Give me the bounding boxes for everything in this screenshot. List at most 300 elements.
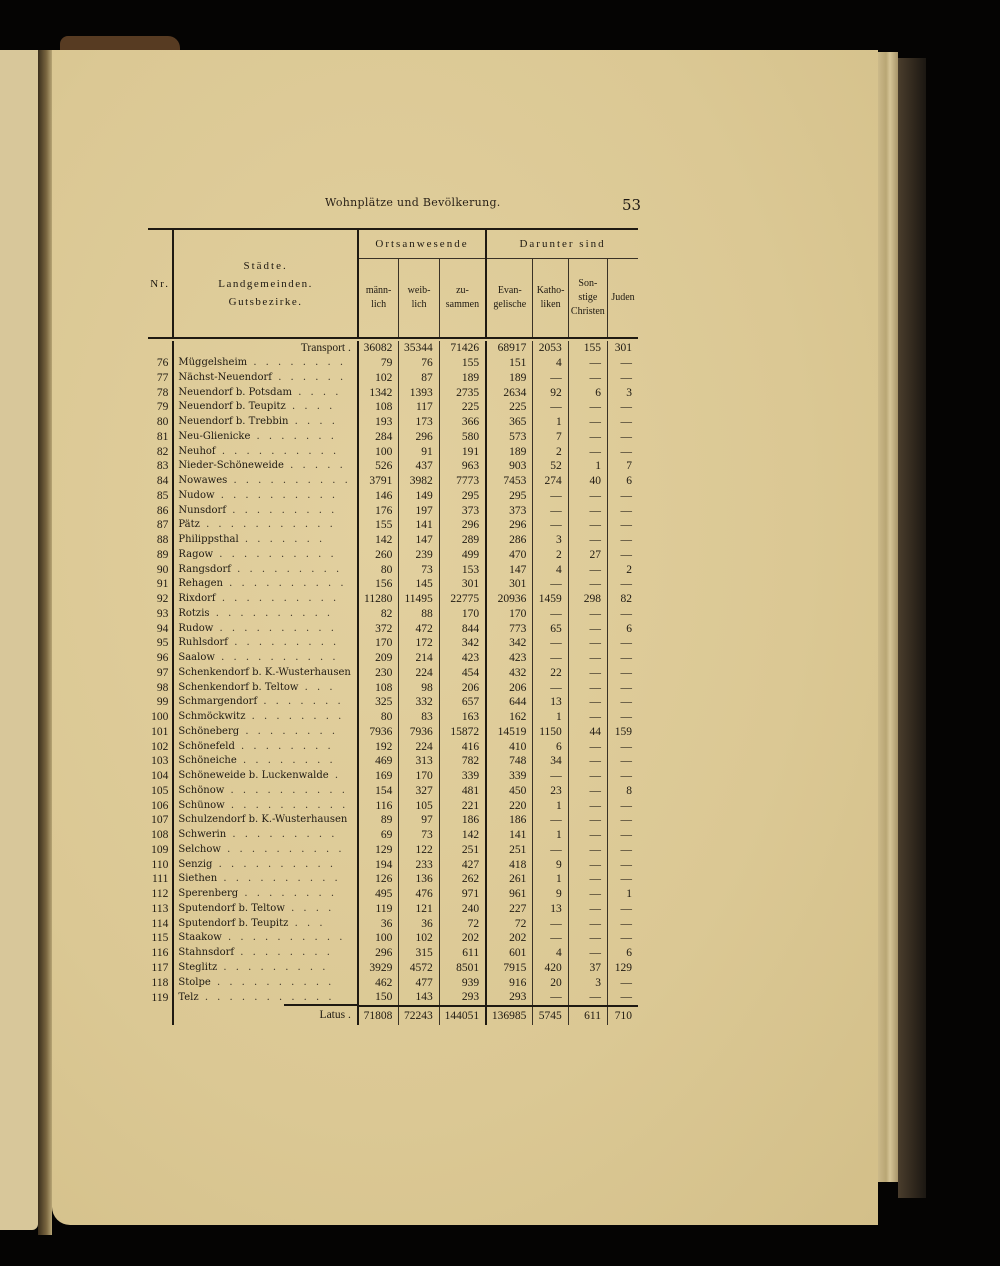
leader-dots: . . . . . . . . (238, 888, 338, 900)
cell-other-christians: — (568, 813, 607, 828)
cell-total: 939 (439, 975, 486, 990)
place-name: Müggelsheim (178, 357, 248, 369)
table-row (148, 784, 638, 799)
cell-male: 260 (358, 548, 399, 563)
cell-evangelical: 342 (486, 636, 533, 651)
cell-total: 293 (439, 990, 486, 1006)
cell-female: 136 (399, 872, 439, 887)
cell-jews: 159 (614, 725, 632, 738)
cell-jews: — (620, 652, 632, 665)
book-cover-edge (60, 36, 180, 50)
table-row (148, 961, 638, 976)
leader-dots: . . . (298, 681, 336, 693)
place-name: Schöneberg (178, 725, 240, 737)
cell-other-christians: — (568, 415, 607, 430)
row-number: 88 (156, 534, 169, 547)
place-name: Schönow (178, 784, 225, 796)
latus-female: 72243 (399, 1006, 439, 1025)
cell-jews: — (620, 902, 632, 915)
cell-female: 141 (399, 518, 439, 533)
cell-jews: 6 (626, 475, 632, 488)
cell-male: 170 (358, 636, 399, 651)
place-name: Selchow (178, 843, 221, 855)
table-row (148, 356, 638, 371)
cell-female: 149 (399, 489, 439, 504)
page-number: 53 (622, 196, 642, 214)
table-row (148, 798, 638, 813)
cell-evangelical: 202 (486, 931, 533, 946)
row-number: 100 (151, 711, 169, 724)
leader-dots: . . . . . . . . (236, 755, 336, 767)
cell-catholic: 13 (533, 902, 568, 917)
row-number: 78 (156, 386, 169, 399)
place-name: Stahnsdorf (178, 947, 235, 959)
cell-catholic: — (533, 651, 568, 666)
cell-jews: 129 (614, 961, 632, 974)
table-row (148, 562, 638, 577)
cell-catholic: — (533, 916, 568, 931)
leader-dots: . (328, 770, 342, 782)
cell-catholic: 1 (533, 415, 568, 430)
row-number: 116 (151, 947, 169, 960)
cell-other-christians: — (568, 946, 607, 961)
cell-jews: 2 (626, 563, 632, 576)
cell-male: 80 (358, 710, 399, 725)
place-name: Schwerin (178, 829, 227, 841)
cell-male: 209 (358, 651, 399, 666)
cell-total: 153 (439, 562, 486, 577)
cell-other-christians: — (568, 503, 607, 518)
cell-total: 221 (439, 798, 486, 813)
leader-dots: . . . . . . . . . . (214, 652, 339, 664)
cell-catholic: 1 (533, 872, 568, 887)
cell-female: 122 (399, 843, 439, 858)
cell-catholic: 92 (533, 385, 568, 400)
row-number: 86 (156, 504, 169, 517)
header-male: männ- lich (358, 259, 399, 339)
population-table (148, 228, 638, 1025)
cell-jews: — (620, 799, 632, 812)
cell-catholic: — (533, 371, 568, 386)
place-name: Sperenberg (178, 888, 239, 900)
place-name: Rehagen (178, 578, 223, 590)
cell-male: 150 (358, 990, 399, 1006)
cell-catholic: 9 (533, 887, 568, 902)
cell-jews: — (620, 696, 632, 709)
cell-male: 116 (358, 798, 399, 813)
row-number: 94 (156, 622, 169, 635)
cell-total: 657 (439, 695, 486, 710)
cell-total: 155 (439, 356, 486, 371)
row-number: 119 (151, 991, 169, 1004)
cell-total: 72 (439, 916, 486, 931)
cell-other-christians: — (568, 577, 607, 592)
cell-evangelical: 7453 (486, 474, 533, 489)
leader-dots: . . . . . . . . (245, 711, 345, 723)
table-row (148, 916, 638, 931)
place-name: Schünow (178, 799, 225, 811)
place-name: Philippsthal (178, 534, 239, 546)
cell-male: 11280 (358, 592, 399, 607)
row-number: 95 (156, 637, 169, 650)
cell-jews: — (620, 740, 632, 753)
row-number: 84 (156, 475, 169, 488)
cell-male: 372 (358, 621, 399, 636)
cell-jews: — (620, 991, 632, 1004)
place-name: Schönefeld (178, 740, 235, 752)
table-row (148, 828, 638, 843)
table-row (148, 636, 638, 651)
cell-other-christians: — (568, 356, 607, 371)
cell-evangelical: 20936 (486, 592, 533, 607)
table-row (148, 371, 638, 386)
cell-jews: — (620, 873, 632, 886)
cell-jews: — (620, 430, 632, 443)
leader-dots: . . . . . . . . . . (213, 548, 337, 560)
header-evangelical: Evan- gelische (486, 259, 533, 339)
cell-evangelical: 450 (486, 784, 533, 799)
cell-female: 477 (399, 975, 439, 990)
cell-evangelical: 170 (486, 607, 533, 622)
cell-other-christians: 298 (568, 592, 607, 607)
cell-jews: 1 (626, 888, 632, 901)
table-row (148, 872, 638, 887)
cell-jews: — (620, 578, 632, 591)
place-name: Neuendorf b. Teupitz (178, 401, 286, 413)
row-number: 105 (151, 784, 169, 797)
cell-male: 155 (358, 518, 399, 533)
header-female: weib- lich (399, 259, 439, 339)
cell-female: 332 (399, 695, 439, 710)
transport-row (148, 341, 638, 356)
cell-catholic: 1150 (533, 725, 568, 740)
row-number: 118 (151, 976, 169, 989)
cell-jews: — (620, 829, 632, 842)
cell-other-christians: — (568, 695, 607, 710)
leader-dots: . . . . . (283, 460, 346, 472)
cell-jews: 82 (620, 593, 632, 606)
cell-evangelical: 225 (486, 400, 533, 415)
cell-male: 325 (358, 695, 399, 710)
table-row (148, 503, 638, 518)
cell-jews: — (620, 814, 632, 827)
row-number: 115 (151, 932, 169, 945)
latus-other: 611 (568, 1006, 607, 1025)
cell-female: 145 (399, 577, 439, 592)
leader-dots: . . . . . . . . . . (212, 858, 337, 870)
row-number: 104 (151, 770, 169, 783)
cell-other-christians: — (568, 769, 607, 784)
cell-jews: — (620, 519, 632, 532)
transport-catholic: 2053 (533, 341, 568, 356)
cell-jews: — (620, 858, 632, 871)
row-number: 107 (151, 814, 169, 827)
cell-evangelical: 961 (486, 887, 533, 902)
cell-jews: 3 (626, 386, 632, 399)
transport-jews: 301 (614, 342, 632, 355)
leader-dots: . . . . . . . . . . (209, 607, 334, 619)
cell-total: 366 (439, 415, 486, 430)
row-number: 117 (151, 961, 169, 974)
table-row (148, 621, 638, 636)
row-number: 114 (151, 917, 169, 930)
cell-jews: — (620, 843, 632, 856)
cell-other-christians: — (568, 739, 607, 754)
cell-total: 22775 (439, 592, 486, 607)
leader-dots: . . . . . . . . . . (215, 445, 340, 457)
cell-other-christians: — (568, 784, 607, 799)
cell-total: 423 (439, 651, 486, 666)
cell-total: 262 (439, 872, 486, 887)
cell-female: 1393 (399, 385, 439, 400)
cell-catholic: — (533, 843, 568, 858)
row-number: 96 (156, 652, 169, 665)
leader-dots: . . . . . . . . (234, 947, 333, 959)
cell-evangelical: 903 (486, 459, 533, 474)
row-number: 98 (156, 681, 169, 694)
place-name: Stolpe (178, 976, 211, 988)
cell-jews: — (620, 681, 632, 694)
table-row (148, 857, 638, 872)
row-number: 99 (156, 696, 169, 709)
table-row (148, 651, 638, 666)
table-row (148, 695, 638, 710)
cell-other-christians: — (568, 666, 607, 681)
cell-evangelical: 432 (486, 666, 533, 681)
cell-female: 224 (399, 666, 439, 681)
place-name: Neuendorf b. Trebbin (178, 416, 289, 428)
cell-jews: — (620, 755, 632, 768)
table-row (148, 474, 638, 489)
cell-total: 971 (439, 887, 486, 902)
cell-evangelical: 14519 (486, 725, 533, 740)
place-name: Pätz (178, 519, 200, 531)
row-number: 108 (151, 829, 169, 842)
cell-catholic: — (533, 680, 568, 695)
cell-male: 7936 (358, 725, 399, 740)
cell-female: 476 (399, 887, 439, 902)
transport-female: 35344 (399, 341, 439, 356)
place-name: Nieder-Schöneweide (178, 460, 284, 472)
leader-dots: . . . . . . . . . . . (199, 519, 336, 531)
cell-female: 4572 (399, 961, 439, 976)
cell-female: 102 (399, 931, 439, 946)
table-row (148, 430, 638, 445)
row-number: 80 (156, 416, 169, 429)
cell-jews: 8 (626, 784, 632, 797)
place-name: Saalow (178, 652, 215, 664)
row-number: 89 (156, 548, 169, 561)
cell-female: 197 (399, 503, 439, 518)
table-row (148, 666, 638, 681)
latus-total: 144051 (439, 1006, 486, 1025)
row-number: 103 (151, 755, 169, 768)
table-row (148, 577, 638, 592)
latus-catholic: 5745 (533, 1006, 568, 1025)
cell-catholic: 52 (533, 459, 568, 474)
cell-female: 143 (399, 990, 439, 1006)
table-row (148, 975, 638, 990)
place-name: Sputendorf b. Teltow (178, 902, 285, 914)
leader-dots: . . . . . . . . . . (217, 873, 341, 885)
cell-catholic: 9 (533, 857, 568, 872)
cell-male: 156 (358, 577, 399, 592)
running-head: Wohnplätze und Bevölkerung. (325, 196, 501, 209)
cell-evangelical: 916 (486, 975, 533, 990)
place-name: Senzig (178, 858, 213, 870)
cell-male: 69 (358, 828, 399, 843)
cell-total: 170 (439, 607, 486, 622)
cell-female: 87 (399, 371, 439, 386)
cell-male: 1342 (358, 385, 399, 400)
cell-female: 105 (399, 798, 439, 813)
place-name: Schenkendorf b. K.-Wusterhausen (178, 666, 351, 678)
row-number: 79 (156, 401, 169, 414)
cell-male: 142 (358, 533, 399, 548)
row-number: 97 (156, 666, 169, 679)
cell-evangelical: 261 (486, 872, 533, 887)
cell-male: 100 (358, 931, 399, 946)
cell-evangelical: 293 (486, 990, 533, 1006)
leader-dots: . . . . . . . (250, 430, 337, 442)
leader-dots: . . . . . . . . . (217, 961, 329, 973)
cell-catholic: 274 (533, 474, 568, 489)
cell-total: 8501 (439, 961, 486, 976)
place-name: Neu-Glienicke (178, 430, 251, 442)
cell-male: 119 (358, 902, 399, 917)
row-number: 111 (151, 873, 169, 886)
place-name: Neuendorf b. Potsdam (178, 386, 293, 398)
cell-male: 129 (358, 843, 399, 858)
cell-jews: — (620, 607, 632, 620)
cell-catholic: — (533, 503, 568, 518)
cell-male: 79 (358, 356, 399, 371)
cell-jews: — (620, 770, 632, 783)
cell-male: 3929 (358, 961, 399, 976)
cell-female: 214 (399, 651, 439, 666)
cell-catholic: — (533, 518, 568, 533)
cell-female: 327 (399, 784, 439, 799)
cell-catholic: — (533, 990, 568, 1006)
table-row (148, 385, 638, 400)
header-other-christians: Son- stige Christen (568, 259, 607, 339)
leader-dots: . . . . . . . . . . . (198, 991, 335, 1003)
cell-catholic: 1459 (533, 592, 568, 607)
row-number: 82 (156, 445, 169, 458)
cell-catholic: 2 (533, 548, 568, 563)
cell-total: 186 (439, 813, 486, 828)
cell-catholic: 23 (533, 784, 568, 799)
cell-male: 176 (358, 503, 399, 518)
cell-catholic: — (533, 400, 568, 415)
cell-evangelical: 410 (486, 739, 533, 754)
cell-female: 91 (399, 444, 439, 459)
latus-evangelical: 136985 (486, 1006, 533, 1025)
cell-jews: 6 (626, 947, 632, 960)
cell-catholic: 420 (533, 961, 568, 976)
cell-evangelical: 773 (486, 621, 533, 636)
place-name: Sputendorf b. Teupitz (178, 917, 289, 929)
cell-other-christians: — (568, 931, 607, 946)
cell-jews: — (620, 489, 632, 502)
cell-female: 83 (399, 710, 439, 725)
transport-male: 36082 (358, 341, 399, 356)
cell-evangelical: 7915 (486, 961, 533, 976)
cell-jews: — (620, 932, 632, 945)
cell-female: 170 (399, 769, 439, 784)
cell-evangelical: 748 (486, 754, 533, 769)
cell-evangelical: 339 (486, 769, 533, 784)
row-number: 109 (151, 843, 169, 856)
table-row (148, 518, 638, 533)
leader-dots: . . . . . . . . . . (222, 578, 347, 590)
cell-other-christians: — (568, 754, 607, 769)
cell-other-christians: — (568, 533, 607, 548)
cell-jews: — (620, 504, 632, 517)
leader-dots: . . . . . . . . (247, 357, 346, 369)
cell-evangelical: 189 (486, 371, 533, 386)
cell-total: 373 (439, 503, 486, 518)
cell-jews: — (620, 371, 632, 384)
cell-total: 206 (439, 680, 486, 695)
cell-male: 126 (358, 872, 399, 887)
table-row (148, 887, 638, 902)
cell-evangelical: 72 (486, 916, 533, 931)
cell-catholic: — (533, 577, 568, 592)
cell-jews: 6 (626, 622, 632, 635)
cell-other-christians: 27 (568, 548, 607, 563)
leader-dots: . . . . . . . . . (228, 637, 340, 649)
cell-male: 100 (358, 444, 399, 459)
table-row (148, 592, 638, 607)
cell-total: 580 (439, 430, 486, 445)
cell-catholic: 4 (533, 356, 568, 371)
leader-dots: . . . . . . . . . (226, 504, 338, 516)
cell-catholic: 22 (533, 666, 568, 681)
cell-evangelical: 162 (486, 710, 533, 725)
cell-total: 844 (439, 621, 486, 636)
place-name: Neuhof (178, 445, 216, 457)
cell-total: 454 (439, 666, 486, 681)
cell-catholic: 4 (533, 562, 568, 577)
place-name: Nowawes (178, 475, 228, 487)
cell-other-christians: — (568, 430, 607, 445)
cell-total: 611 (439, 946, 486, 961)
cell-total: 499 (439, 548, 486, 563)
cell-catholic: — (533, 607, 568, 622)
place-name: Staakow (178, 932, 222, 944)
transport-evangelical: 68917 (486, 341, 533, 356)
cell-evangelical: 296 (486, 518, 533, 533)
place-name: Nunsdorf (178, 504, 227, 516)
cell-catholic: 4 (533, 946, 568, 961)
cell-total: 295 (439, 489, 486, 504)
cell-catholic: 20 (533, 975, 568, 990)
cell-female: 121 (399, 902, 439, 917)
cell-other-christians: — (568, 872, 607, 887)
table-row (148, 813, 638, 828)
row-number: 106 (151, 799, 169, 812)
cell-jews: — (620, 548, 632, 561)
leader-dots: . . . . . . . . . . (215, 593, 340, 605)
cell-catholic: 13 (533, 695, 568, 710)
cell-total: 427 (439, 857, 486, 872)
place-name: Rixdorf (178, 593, 216, 605)
latus-row (148, 1006, 638, 1025)
leader-dots: . . . . (288, 416, 338, 428)
cell-jews: — (620, 666, 632, 679)
cell-other-christians: — (568, 518, 607, 533)
